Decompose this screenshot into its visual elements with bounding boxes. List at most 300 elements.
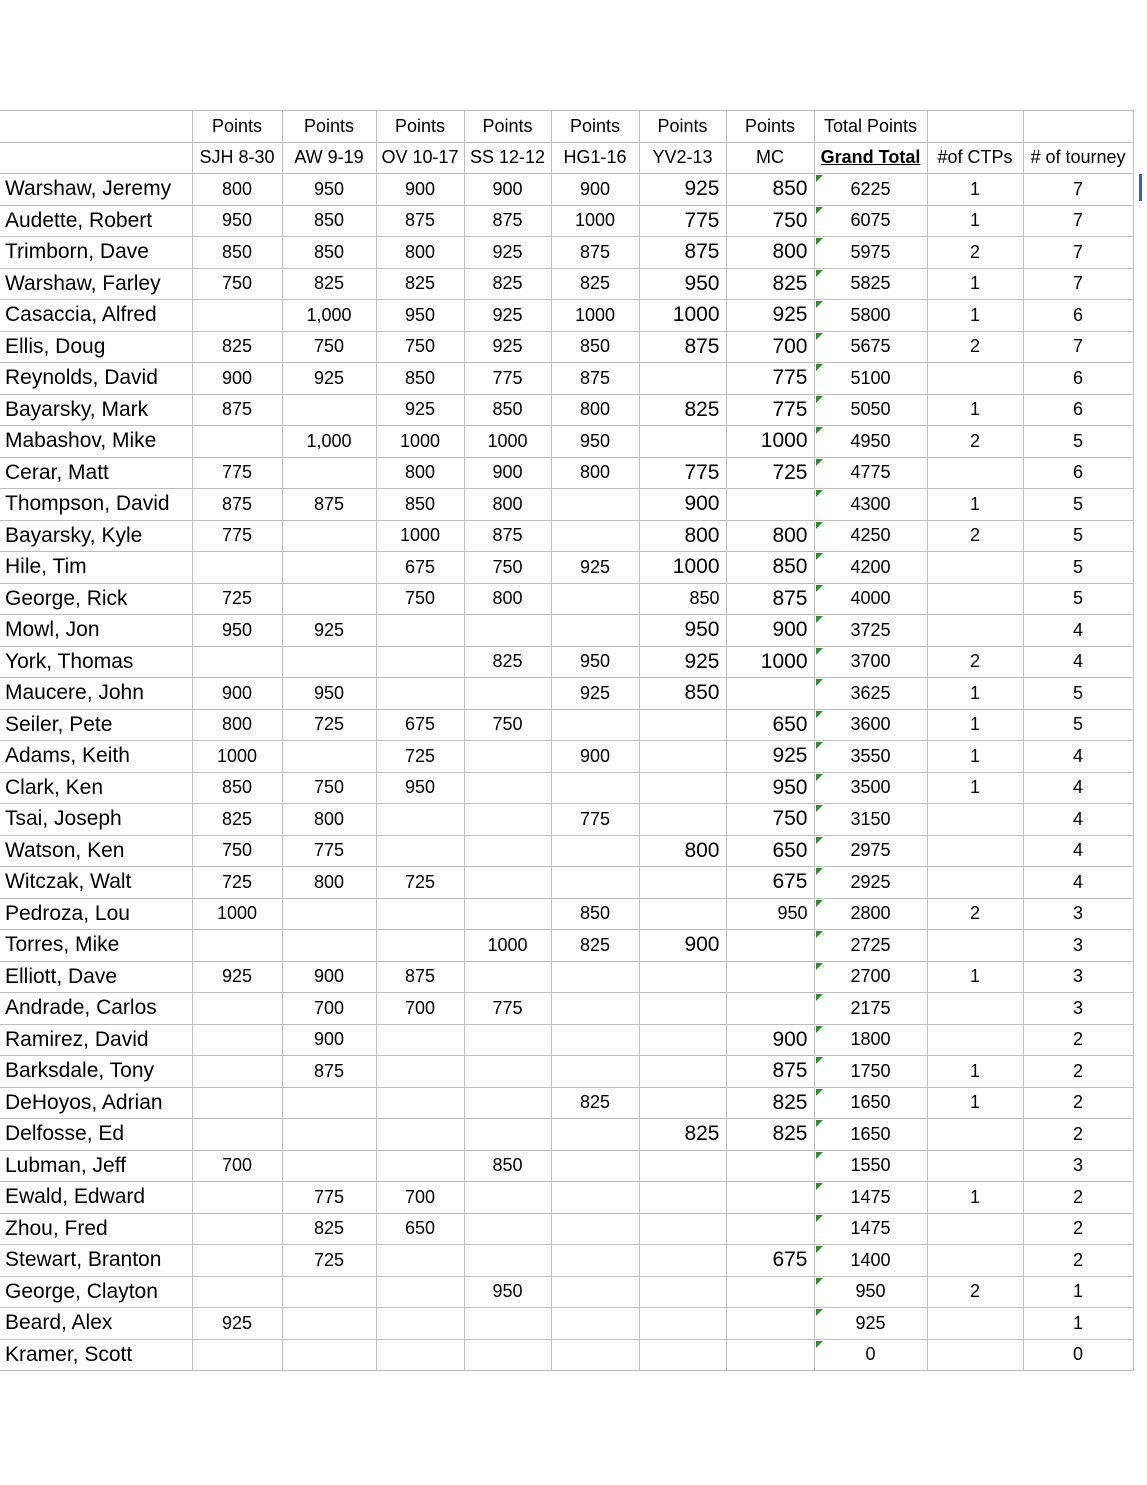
yv-cell[interactable]: 925 <box>639 646 726 678</box>
sjh-cell[interactable] <box>192 1024 282 1056</box>
ctps-cell[interactable]: 1 <box>927 678 1023 710</box>
ss-cell[interactable] <box>464 804 551 836</box>
tourney-cell[interactable]: 2 <box>1023 1182 1133 1214</box>
yv-cell[interactable] <box>639 867 726 899</box>
sjh-cell[interactable]: 800 <box>192 709 282 741</box>
ov-cell[interactable]: 900 <box>376 174 464 206</box>
hg-cell[interactable]: 825 <box>551 930 639 962</box>
tourney-cell[interactable]: 6 <box>1023 457 1133 489</box>
hg-cell[interactable]: 825 <box>551 268 639 300</box>
total-cell[interactable]: 2800 <box>814 898 927 930</box>
sjh-cell[interactable] <box>192 1276 282 1308</box>
ov-cell[interactable]: 800 <box>376 237 464 269</box>
aw-cell[interactable]: 850 <box>282 237 376 269</box>
name-header[interactable] <box>0 111 192 143</box>
ov-cell[interactable] <box>376 615 464 647</box>
mc-cell[interactable]: 675 <box>726 1245 814 1277</box>
sjh-cell[interactable]: 750 <box>192 268 282 300</box>
hg-header[interactable]: HG1-16 <box>551 142 639 174</box>
yv-cell[interactable]: 875 <box>639 331 726 363</box>
total-cell[interactable]: 5825 <box>814 268 927 300</box>
ov-cell[interactable] <box>376 1339 464 1371</box>
tourney-cell[interactable]: 0 <box>1023 1339 1133 1371</box>
ss-header[interactable]: Points <box>464 111 551 143</box>
mc-cell[interactable]: 875 <box>726 583 814 615</box>
mc-cell[interactable] <box>726 930 814 962</box>
yv-cell[interactable] <box>639 1182 726 1214</box>
aw-cell[interactable]: 950 <box>282 174 376 206</box>
name-cell[interactable]: DeHoyos, Adrian <box>0 1087 192 1119</box>
mc-cell[interactable]: 775 <box>726 363 814 395</box>
yv-cell[interactable] <box>639 1150 726 1182</box>
tourney-cell[interactable]: 4 <box>1023 867 1133 899</box>
sjh-cell[interactable]: 950 <box>192 205 282 237</box>
ctps-cell[interactable]: 1 <box>927 1056 1023 1088</box>
total-cell[interactable]: 0 <box>814 1339 927 1371</box>
name-cell[interactable]: Warshaw, Jeremy <box>0 174 192 206</box>
tourney-cell[interactable]: 4 <box>1023 646 1133 678</box>
total-cell[interactable]: 3725 <box>814 615 927 647</box>
sjh-cell[interactable] <box>192 1087 282 1119</box>
ov-cell[interactable]: 1000 <box>376 426 464 458</box>
mc-cell[interactable] <box>726 1339 814 1371</box>
sjh-cell[interactable] <box>192 552 282 584</box>
ss-cell[interactable] <box>464 1182 551 1214</box>
name-cell[interactable]: Thompson, David <box>0 489 192 521</box>
ctps-cell[interactable]: 1 <box>927 741 1023 773</box>
yv-cell[interactable] <box>639 898 726 930</box>
ss-cell[interactable]: 900 <box>464 457 551 489</box>
yv-cell[interactable]: 775 <box>639 457 726 489</box>
tourney-cell[interactable]: 1 <box>1023 1276 1133 1308</box>
ss-cell[interactable] <box>464 772 551 804</box>
ss-cell[interactable] <box>464 835 551 867</box>
total-cell[interactable]: 2925 <box>814 867 927 899</box>
total-header[interactable]: Total Points <box>814 111 927 143</box>
hg-cell[interactable]: 875 <box>551 237 639 269</box>
total-cell[interactable]: 4200 <box>814 552 927 584</box>
ov-cell[interactable] <box>376 1308 464 1340</box>
sjh-header[interactable]: Points <box>192 111 282 143</box>
hg-cell[interactable] <box>551 583 639 615</box>
total-cell[interactable]: 3550 <box>814 741 927 773</box>
mc-cell[interactable]: 700 <box>726 331 814 363</box>
hg-cell[interactable]: 925 <box>551 678 639 710</box>
tourney-cell[interactable]: 4 <box>1023 615 1133 647</box>
yv-cell[interactable] <box>639 1245 726 1277</box>
ss-cell[interactable]: 1000 <box>464 426 551 458</box>
ss-header[interactable]: SS 12-12 <box>464 142 551 174</box>
hg-cell[interactable] <box>551 520 639 552</box>
name-cell[interactable]: Bayarsky, Mark <box>0 394 192 426</box>
yv-cell[interactable]: 900 <box>639 930 726 962</box>
aw-cell[interactable]: 775 <box>282 835 376 867</box>
ov-cell[interactable]: 800 <box>376 457 464 489</box>
ctps-cell[interactable] <box>927 552 1023 584</box>
aw-cell[interactable] <box>282 1119 376 1151</box>
total-cell[interactable]: 3150 <box>814 804 927 836</box>
name-cell[interactable]: Lubman, Jeff <box>0 1150 192 1182</box>
name-cell[interactable]: Elliott, Dave <box>0 961 192 993</box>
ctps-cell[interactable] <box>927 993 1023 1025</box>
aw-cell[interactable]: 825 <box>282 268 376 300</box>
ctps-cell[interactable]: 2 <box>927 331 1023 363</box>
ss-cell[interactable] <box>464 1339 551 1371</box>
total-cell[interactable]: 5800 <box>814 300 927 332</box>
mc-cell[interactable] <box>726 1308 814 1340</box>
mc-cell[interactable] <box>726 1150 814 1182</box>
yv-cell[interactable] <box>639 1087 726 1119</box>
hg-cell[interactable]: 850 <box>551 898 639 930</box>
tourney-cell[interactable]: 5 <box>1023 678 1133 710</box>
tourney-cell[interactable]: 6 <box>1023 300 1133 332</box>
ov-cell[interactable] <box>376 1119 464 1151</box>
mc-cell[interactable]: 950 <box>726 772 814 804</box>
ctps-cell[interactable]: 1 <box>927 205 1023 237</box>
hg-cell[interactable] <box>551 1308 639 1340</box>
aw-cell[interactable] <box>282 1276 376 1308</box>
hg-cell[interactable] <box>551 835 639 867</box>
ov-cell[interactable]: 750 <box>376 331 464 363</box>
name-cell[interactable]: Adams, Keith <box>0 741 192 773</box>
mc-cell[interactable]: 1000 <box>726 426 814 458</box>
total-cell[interactable]: 4250 <box>814 520 927 552</box>
ov-cell[interactable]: 675 <box>376 552 464 584</box>
tourney-cell[interactable]: 2 <box>1023 1087 1133 1119</box>
total-cell[interactable]: 3625 <box>814 678 927 710</box>
ov-cell[interactable]: 650 <box>376 1213 464 1245</box>
ov-cell[interactable] <box>376 678 464 710</box>
ov-cell[interactable] <box>376 1024 464 1056</box>
ov-header[interactable]: Points <box>376 111 464 143</box>
total-cell[interactable]: 950 <box>814 1276 927 1308</box>
hg-cell[interactable]: 850 <box>551 331 639 363</box>
aw-cell[interactable] <box>282 457 376 489</box>
total-cell[interactable]: 6225 <box>814 174 927 206</box>
ov-cell[interactable]: 925 <box>376 394 464 426</box>
ss-cell[interactable]: 750 <box>464 552 551 584</box>
total-cell[interactable]: 2725 <box>814 930 927 962</box>
hg-cell[interactable] <box>551 1245 639 1277</box>
total-cell[interactable]: 4300 <box>814 489 927 521</box>
name-cell[interactable]: Ellis, Doug <box>0 331 192 363</box>
mc-cell[interactable] <box>726 1213 814 1245</box>
total-cell[interactable]: 5100 <box>814 363 927 395</box>
yv-cell[interactable] <box>639 1024 726 1056</box>
sjh-cell[interactable] <box>192 1245 282 1277</box>
mc-cell[interactable]: 800 <box>726 237 814 269</box>
tourney-cell[interactable]: 2 <box>1023 1056 1133 1088</box>
aw-cell[interactable] <box>282 520 376 552</box>
yv-cell[interactable]: 1000 <box>639 552 726 584</box>
hg-cell[interactable] <box>551 1276 639 1308</box>
mc-cell[interactable]: 825 <box>726 268 814 300</box>
name-cell[interactable]: Clark, Ken <box>0 772 192 804</box>
ctps-cell[interactable] <box>927 1150 1023 1182</box>
sjh-cell[interactable]: 950 <box>192 615 282 647</box>
mc-cell[interactable]: 800 <box>726 520 814 552</box>
mc-cell[interactable]: 825 <box>726 1119 814 1151</box>
name-cell[interactable]: Seiler, Pete <box>0 709 192 741</box>
name-cell[interactable]: Witczak, Walt <box>0 867 192 899</box>
hg-cell[interactable] <box>551 961 639 993</box>
yv-cell[interactable]: 1000 <box>639 300 726 332</box>
ctps-cell[interactable]: 1 <box>927 1182 1023 1214</box>
aw-cell[interactable]: 875 <box>282 489 376 521</box>
aw-cell[interactable]: 725 <box>282 709 376 741</box>
aw-cell[interactable]: 1,000 <box>282 426 376 458</box>
name-cell[interactable]: Kramer, Scott <box>0 1339 192 1371</box>
ss-cell[interactable]: 850 <box>464 394 551 426</box>
yv-cell[interactable]: 825 <box>639 1119 726 1151</box>
yv-cell[interactable] <box>639 709 726 741</box>
name-cell[interactable]: George, Rick <box>0 583 192 615</box>
name-cell[interactable]: Andrade, Carlos <box>0 993 192 1025</box>
mc-cell[interactable]: 925 <box>726 300 814 332</box>
total-cell[interactable]: 5675 <box>814 331 927 363</box>
ss-cell[interactable]: 900 <box>464 174 551 206</box>
aw-cell[interactable]: 800 <box>282 867 376 899</box>
mc-cell[interactable] <box>726 961 814 993</box>
aw-cell[interactable]: 900 <box>282 1024 376 1056</box>
total-cell[interactable]: 1650 <box>814 1119 927 1151</box>
yv-cell[interactable] <box>639 426 726 458</box>
mc-header[interactable]: MC <box>726 142 814 174</box>
name-cell[interactable]: George, Clayton <box>0 1276 192 1308</box>
ov-cell[interactable]: 750 <box>376 583 464 615</box>
yv-cell[interactable] <box>639 993 726 1025</box>
yv-cell[interactable]: 950 <box>639 268 726 300</box>
mc-cell[interactable]: 850 <box>726 174 814 206</box>
ctps-cell[interactable] <box>927 615 1023 647</box>
aw-cell[interactable] <box>282 898 376 930</box>
total-cell[interactable]: 925 <box>814 1308 927 1340</box>
name-cell[interactable]: Barksdale, Tony <box>0 1056 192 1088</box>
mc-cell[interactable]: 925 <box>726 741 814 773</box>
sjh-cell[interactable] <box>192 646 282 678</box>
tourney-cell[interactable]: 3 <box>1023 961 1133 993</box>
ov-cell[interactable] <box>376 646 464 678</box>
sjh-cell[interactable] <box>192 1119 282 1151</box>
total-cell[interactable]: 3500 <box>814 772 927 804</box>
tourney-cell[interactable]: 4 <box>1023 835 1133 867</box>
total-cell[interactable]: 1800 <box>814 1024 927 1056</box>
hg-cell[interactable]: 775 <box>551 804 639 836</box>
ss-cell[interactable]: 875 <box>464 520 551 552</box>
yv-cell[interactable]: 775 <box>639 205 726 237</box>
hg-cell[interactable] <box>551 772 639 804</box>
mc-cell[interactable]: 875 <box>726 1056 814 1088</box>
name-cell[interactable]: Reynolds, David <box>0 363 192 395</box>
hg-cell[interactable] <box>551 615 639 647</box>
ov-cell[interactable]: 825 <box>376 268 464 300</box>
tourney-cell[interactable]: 2 <box>1023 1213 1133 1245</box>
tourney-cell[interactable]: 7 <box>1023 174 1133 206</box>
hg-cell[interactable]: 800 <box>551 457 639 489</box>
hg-cell[interactable]: 800 <box>551 394 639 426</box>
ov-cell[interactable]: 700 <box>376 993 464 1025</box>
sjh-cell[interactable]: 875 <box>192 394 282 426</box>
name-cell[interactable]: Pedroza, Lou <box>0 898 192 930</box>
mc-cell[interactable]: 750 <box>726 804 814 836</box>
ctps-cell[interactable] <box>927 583 1023 615</box>
hg-cell[interactable] <box>551 867 639 899</box>
tourney-cell[interactable]: 4 <box>1023 772 1133 804</box>
ss-cell[interactable]: 850 <box>464 1150 551 1182</box>
yv-cell[interactable]: 900 <box>639 489 726 521</box>
ov-cell[interactable]: 850 <box>376 363 464 395</box>
total-cell[interactable]: 4000 <box>814 583 927 615</box>
aw-cell[interactable] <box>282 646 376 678</box>
mc-cell[interactable]: 950 <box>726 898 814 930</box>
tourney-header[interactable] <box>1023 111 1133 143</box>
mc-cell[interactable] <box>726 489 814 521</box>
ss-cell[interactable]: 1000 <box>464 930 551 962</box>
ov-cell[interactable]: 725 <box>376 867 464 899</box>
sjh-cell[interactable] <box>192 993 282 1025</box>
ctps-cell[interactable] <box>927 1245 1023 1277</box>
ctps-cell[interactable] <box>927 1213 1023 1245</box>
ctps-cell[interactable] <box>927 930 1023 962</box>
total-cell[interactable]: 4950 <box>814 426 927 458</box>
sjh-cell[interactable]: 925 <box>192 1308 282 1340</box>
tourney-cell[interactable]: 5 <box>1023 709 1133 741</box>
sjh-cell[interactable]: 1000 <box>192 898 282 930</box>
ctps-cell[interactable] <box>927 1308 1023 1340</box>
ov-cell[interactable] <box>376 835 464 867</box>
aw-cell[interactable] <box>282 1087 376 1119</box>
sjh-cell[interactable] <box>192 1182 282 1214</box>
hg-cell[interactable] <box>551 1024 639 1056</box>
yv-cell[interactable]: 950 <box>639 615 726 647</box>
mc-header[interactable]: Points <box>726 111 814 143</box>
ctps-cell[interactable] <box>927 804 1023 836</box>
sjh-cell[interactable]: 800 <box>192 174 282 206</box>
hg-cell[interactable] <box>551 993 639 1025</box>
ss-cell[interactable]: 800 <box>464 489 551 521</box>
name-cell[interactable]: Tsai, Joseph <box>0 804 192 836</box>
aw-cell[interactable]: 750 <box>282 331 376 363</box>
ctps-header[interactable]: #of CTPs <box>927 142 1023 174</box>
ctps-cell[interactable]: 2 <box>927 1276 1023 1308</box>
aw-cell[interactable] <box>282 1339 376 1371</box>
ss-cell[interactable]: 925 <box>464 331 551 363</box>
yv-cell[interactable]: 825 <box>639 394 726 426</box>
hg-cell[interactable]: 900 <box>551 741 639 773</box>
ov-cell[interactable] <box>376 1087 464 1119</box>
ov-cell[interactable]: 950 <box>376 300 464 332</box>
hg-cell[interactable] <box>551 1150 639 1182</box>
name-cell[interactable]: Casaccia, Alfred <box>0 300 192 332</box>
ss-cell[interactable]: 750 <box>464 709 551 741</box>
sjh-cell[interactable] <box>192 1056 282 1088</box>
ss-cell[interactable]: 825 <box>464 646 551 678</box>
total-cell[interactable]: 2700 <box>814 961 927 993</box>
yv-cell[interactable] <box>639 1308 726 1340</box>
total-cell[interactable]: 1550 <box>814 1150 927 1182</box>
ov-cell[interactable]: 850 <box>376 489 464 521</box>
ov-header[interactable]: OV 10-17 <box>376 142 464 174</box>
name-header[interactable] <box>0 142 192 174</box>
mc-cell[interactable]: 900 <box>726 1024 814 1056</box>
hg-cell[interactable]: 1000 <box>551 300 639 332</box>
total-cell[interactable]: 2175 <box>814 993 927 1025</box>
hg-cell[interactable] <box>551 709 639 741</box>
tourney-cell[interactable]: 4 <box>1023 741 1133 773</box>
ctps-cell[interactable] <box>927 835 1023 867</box>
tourney-cell[interactable]: 5 <box>1023 489 1133 521</box>
yv-cell[interactable]: 800 <box>639 520 726 552</box>
ctps-cell[interactable] <box>927 1024 1023 1056</box>
sjh-cell[interactable]: 825 <box>192 331 282 363</box>
mc-cell[interactable]: 750 <box>726 205 814 237</box>
tourney-cell[interactable]: 7 <box>1023 331 1133 363</box>
yv-header[interactable]: YV2-13 <box>639 142 726 174</box>
hg-cell[interactable] <box>551 1056 639 1088</box>
ov-cell[interactable]: 1000 <box>376 520 464 552</box>
hg-cell[interactable]: 950 <box>551 646 639 678</box>
tourney-cell[interactable]: 1 <box>1023 1308 1133 1340</box>
aw-cell[interactable]: 1,000 <box>282 300 376 332</box>
ov-cell[interactable]: 725 <box>376 741 464 773</box>
ctps-cell[interactable] <box>927 1339 1023 1371</box>
ctps-cell[interactable]: 1 <box>927 268 1023 300</box>
yv-header[interactable]: Points <box>639 111 726 143</box>
aw-cell[interactable]: 800 <box>282 804 376 836</box>
aw-cell[interactable] <box>282 1308 376 1340</box>
tourney-cell[interactable]: 3 <box>1023 930 1133 962</box>
ss-cell[interactable] <box>464 615 551 647</box>
tourney-header[interactable]: # of tourney <box>1023 142 1133 174</box>
name-cell[interactable]: Hile, Tim <box>0 552 192 584</box>
yv-cell[interactable] <box>639 961 726 993</box>
total-cell[interactable]: 1750 <box>814 1056 927 1088</box>
ss-cell[interactable] <box>464 1213 551 1245</box>
ctps-cell[interactable] <box>927 363 1023 395</box>
ctps-cell[interactable]: 1 <box>927 1087 1023 1119</box>
ctps-header[interactable] <box>927 111 1023 143</box>
ctps-cell[interactable]: 1 <box>927 489 1023 521</box>
name-cell[interactable]: Maucere, John <box>0 678 192 710</box>
total-cell[interactable]: 2975 <box>814 835 927 867</box>
yv-cell[interactable]: 850 <box>639 678 726 710</box>
tourney-cell[interactable]: 6 <box>1023 363 1133 395</box>
aw-cell[interactable]: 850 <box>282 205 376 237</box>
name-cell[interactable]: Zhou, Fred <box>0 1213 192 1245</box>
total-cell[interactable]: 6075 <box>814 205 927 237</box>
aw-cell[interactable]: 925 <box>282 363 376 395</box>
ov-cell[interactable]: 700 <box>376 1182 464 1214</box>
ss-cell[interactable] <box>464 1308 551 1340</box>
hg-cell[interactable]: 875 <box>551 363 639 395</box>
name-cell[interactable]: Beard, Alex <box>0 1308 192 1340</box>
total-cell[interactable]: 5050 <box>814 394 927 426</box>
sjh-cell[interactable]: 925 <box>192 961 282 993</box>
ss-cell[interactable] <box>464 1056 551 1088</box>
ss-cell[interactable] <box>464 1245 551 1277</box>
sjh-cell[interactable]: 1000 <box>192 741 282 773</box>
sjh-header[interactable]: SJH 8-30 <box>192 142 282 174</box>
ss-cell[interactable] <box>464 961 551 993</box>
sjh-cell[interactable]: 750 <box>192 835 282 867</box>
sjh-cell[interactable] <box>192 930 282 962</box>
name-cell[interactable]: Trimborn, Dave <box>0 237 192 269</box>
sjh-cell[interactable]: 775 <box>192 457 282 489</box>
total-cell[interactable]: 1475 <box>814 1182 927 1214</box>
mc-cell[interactable]: 650 <box>726 835 814 867</box>
ctps-cell[interactable]: 1 <box>927 709 1023 741</box>
ctps-cell[interactable]: 1 <box>927 174 1023 206</box>
